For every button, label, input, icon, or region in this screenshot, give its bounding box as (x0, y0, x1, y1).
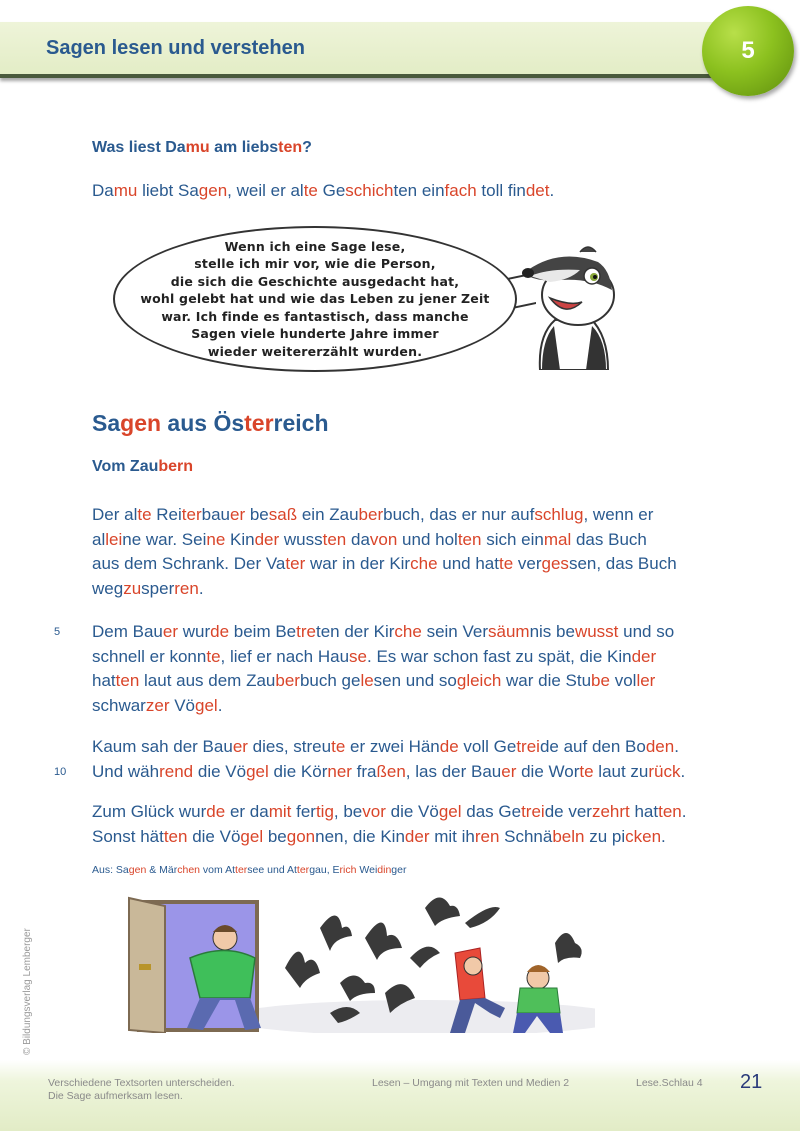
syllable-blue: aus Ös (161, 410, 245, 436)
syllable-red: de (210, 622, 230, 641)
syllable-red: gon (286, 826, 316, 846)
syllable-blue: de auf den Bo (539, 737, 646, 756)
speech-bubble (113, 226, 517, 372)
syllable-blue: reich (273, 410, 329, 436)
story-title (92, 458, 193, 476)
syllable-blue: Wei (356, 864, 378, 876)
story-line (92, 503, 677, 528)
bubble-line: wieder weitererzählt wurden. (207, 343, 423, 359)
syllable-blue: das Buch (571, 529, 647, 549)
syllable-red: gen (120, 410, 162, 436)
syllable-blue: die Vö (187, 826, 241, 846)
syllable-blue: er zwei Hän (345, 737, 440, 756)
section-title (92, 410, 329, 437)
syllable-red: ten (278, 139, 303, 156)
syllable-red: le (360, 671, 374, 690)
bubble-line: war. Ich finde es fantastisch, dass manche (161, 308, 469, 324)
story-line (92, 577, 677, 602)
syllable-red: ten (658, 802, 682, 821)
syllable-blue: und so (618, 622, 675, 641)
syllable-red: schlug (534, 505, 584, 524)
page-header-title: Sagen lesen und verstehen (46, 37, 305, 59)
syllable-blue: schnell er konn (92, 646, 207, 666)
syllable-red: se (349, 646, 368, 666)
syllable-blue: al (92, 529, 106, 549)
syllable-red: ter (244, 410, 274, 436)
syllable-red: chen (177, 864, 201, 876)
syllable-red: säum (488, 622, 530, 641)
syllable-blue: nis be (529, 622, 575, 641)
syllable-blue: das Ge (461, 802, 522, 821)
syllable-red: rend (159, 761, 194, 781)
syllable-red: beln (552, 826, 585, 846)
syllable-blue: Ge (317, 181, 346, 200)
syllable-red: ber (358, 505, 384, 524)
syllable-blue: . (674, 737, 679, 756)
syllable-blue: mit ih (429, 826, 475, 846)
syllable-blue: sich ein (481, 529, 544, 549)
syllable-red: ten (322, 529, 347, 549)
syllable-blue: be (263, 826, 287, 846)
syllable-red: te (303, 181, 318, 200)
syllable-red: ter (296, 864, 310, 876)
speech-bubble-text (140, 238, 489, 361)
story-line (92, 669, 674, 694)
answer-text (92, 181, 554, 201)
syllable-red: den (645, 737, 675, 756)
syllable-red: mu (185, 139, 210, 156)
syllable-blue: hat (629, 802, 659, 821)
syllable-red: der (631, 646, 657, 666)
bubble-line: stelle ich mir vor, wie die Person, (194, 256, 436, 272)
syllable-blue: , wenn er (583, 505, 654, 524)
syllable-red: er (232, 737, 248, 756)
story-line (92, 552, 677, 577)
chapter-number: 5 (741, 37, 755, 64)
syllable-red: fach (444, 181, 477, 200)
syllable-red: gel (438, 802, 462, 821)
syllable-blue: buch ge (299, 671, 361, 690)
syllable-red: ler (636, 671, 656, 690)
syllable-blue: war die Stu (501, 671, 592, 690)
syllable-blue: . (680, 761, 686, 781)
syllable-blue: zu pi (584, 826, 626, 846)
story-paragraph (92, 620, 674, 718)
syllable-blue: und hol (397, 529, 458, 549)
syllable-blue: . Es war schon fast zu spät, die Kin (367, 646, 632, 666)
line-number: 10 (54, 765, 67, 778)
syllable-red: ren (174, 578, 199, 598)
syllable-red: rück (648, 761, 681, 781)
syllable-red: ten (163, 826, 188, 846)
syllable-blue: vol (609, 671, 637, 690)
syllable-red: mu (113, 181, 138, 200)
footer-competence-area: Lesen – Umgang mit Texten und Medien 2 (372, 1077, 570, 1089)
syllable-red: gel (246, 761, 269, 781)
syllable-red: che (394, 622, 422, 641)
syllable-red: gel (240, 826, 264, 846)
syllable-blue: voll Ge (458, 737, 517, 756)
syllable-blue: war in der Kir (305, 554, 411, 573)
syllable-red: mal (543, 529, 572, 549)
syllable-blue: beim Be (229, 622, 297, 641)
syllable-blue: , las der Bau (405, 761, 502, 781)
story-line (92, 735, 685, 760)
syllable-red: vor (362, 802, 386, 821)
syllable-red: zu (123, 578, 142, 598)
syllable-red: de (439, 737, 459, 756)
syllable-blue: sein Ver (421, 622, 488, 641)
syllable-blue: Sa (92, 410, 121, 436)
syllable-red: er (230, 505, 246, 524)
syllable-blue: aus dem Schrank. Der Va (92, 554, 286, 573)
syllable-red: din (377, 864, 392, 876)
story-line (92, 825, 686, 850)
syllable-blue: buch, das er nur auf (383, 505, 535, 524)
story-line (92, 620, 674, 645)
chapter-badge (702, 6, 794, 96)
syllable-red: er (501, 761, 517, 781)
syllable-red: ten (115, 671, 140, 690)
syllable-blue: , weil er al (227, 181, 304, 200)
syllable-blue: . (198, 578, 204, 598)
syllable-blue: ten ein (393, 181, 445, 200)
syllable-blue: fer (291, 802, 316, 821)
syllable-blue: schwar (92, 695, 146, 715)
syllable-red: te (331, 737, 346, 756)
syllable-blue: ger (391, 864, 407, 876)
syllable-blue: Schnä (499, 826, 553, 846)
syllable-blue: sper (141, 578, 175, 598)
syllable-red: der (254, 529, 280, 549)
syllable-red: gel (195, 695, 218, 715)
syllable-blue: laut aus dem Zau (139, 671, 276, 690)
footer-series-name: Lese.Schlau 4 (636, 1077, 703, 1089)
syllable-blue: ten der Kir (315, 622, 395, 641)
syllable-blue: Sonst hät (92, 826, 164, 846)
syllable-blue: wuss (279, 529, 323, 549)
syllable-blue: nen, die Kin (315, 826, 405, 846)
badger-icon (520, 240, 615, 370)
story-paragraph (92, 735, 685, 784)
footer-goal-2: Die Sage aufmerksam lesen. (48, 1090, 183, 1102)
syllable-blue: Kaum sah der Bau (92, 737, 233, 756)
story-line (92, 800, 686, 825)
syllable-red: bern (158, 458, 194, 475)
syllable-red: tig (315, 802, 334, 821)
footer-learning-goals (48, 1077, 235, 1103)
syllable-blue: bau (201, 505, 230, 524)
syllable-red: gen (128, 864, 147, 876)
story-illustration (125, 888, 595, 1033)
syllable-blue: die Vö (193, 761, 247, 781)
story-line (92, 694, 674, 719)
syllable-red: wusst (574, 622, 619, 641)
syllable-red: saß (268, 505, 298, 524)
bubble-line: wohl gelebt hat und wie das Leben zu jener Zeit (140, 291, 490, 307)
syllable-blue: dies, streu (247, 737, 332, 756)
syllable-blue: fra (351, 761, 377, 781)
syllable-blue: sen und so (373, 671, 457, 690)
story-paragraph (92, 800, 686, 849)
syllable-red: er (162, 622, 178, 641)
syllable-blue: und hat (437, 554, 499, 573)
syllable-blue: ein Zau (297, 505, 359, 524)
syllable-blue: Vö (169, 695, 196, 715)
syllable-blue: . (661, 826, 666, 846)
syllable-red: zer (145, 695, 170, 715)
syllable-red: von (369, 529, 398, 549)
syllable-blue: & Mär (146, 864, 178, 876)
syllable-red: zehrt (591, 802, 630, 821)
syllable-red: tre (296, 622, 316, 641)
syllable-blue: Kin (225, 529, 255, 549)
copyright-notice: © Bildungsverlag Lemberger (22, 928, 33, 1055)
syllable-red: ber (275, 671, 300, 690)
syllable-blue: am liebs (209, 139, 279, 156)
syllable-red: trei (516, 737, 540, 756)
syllable-red: ter (285, 554, 306, 573)
syllable-red: de (206, 802, 226, 821)
syllable-blue: Dem Bau (92, 622, 163, 641)
syllable-red: ges (541, 554, 569, 573)
story-line (92, 528, 677, 553)
syllable-red: cken (625, 826, 662, 846)
bubble-line: Sagen viele hunderte Jahre immer (191, 326, 439, 342)
syllable-red: trei (521, 802, 545, 821)
syllable-blue: Da (92, 181, 114, 200)
syllable-blue: see und At (247, 864, 297, 876)
syllable-blue: Rei (151, 505, 182, 524)
syllable-blue: , be (333, 802, 363, 821)
syllable-blue: de ver (544, 802, 592, 821)
syllable-blue: wur (178, 622, 211, 641)
syllable-blue: ? (302, 139, 312, 156)
syllable-red: be (591, 671, 610, 690)
question-heading (92, 139, 312, 157)
syllable-red: ne (206, 529, 226, 549)
syllable-blue: vom At (200, 864, 236, 876)
syllable-red: gleich (456, 671, 502, 690)
syllable-red: ßen (376, 761, 406, 781)
syllable-blue: die Vö (385, 802, 439, 821)
story-line (92, 760, 685, 785)
syllable-red: te (137, 505, 152, 524)
line-number: 5 (54, 626, 61, 638)
syllable-blue: . (549, 181, 555, 200)
source-citation (92, 864, 406, 876)
syllable-red: che (410, 554, 438, 573)
syllable-blue: be (245, 505, 269, 524)
syllable-blue: laut zu (593, 761, 649, 781)
syllable-blue: Zum Glück wur (92, 802, 207, 821)
syllable-blue: Vom Zau (92, 458, 159, 475)
syllable-red: mit (268, 802, 292, 821)
syllable-red: ter (235, 864, 248, 876)
syllable-red: ter (181, 505, 202, 524)
syllable-blue: Der al (92, 505, 138, 524)
syllable-red: te (498, 554, 514, 573)
syllable-red: ner (327, 761, 352, 781)
story-line (92, 645, 674, 670)
syllable-blue: , lief er nach Hau (220, 646, 350, 666)
syllable-red: der (404, 826, 430, 846)
syllable-red: te (579, 761, 594, 781)
syllable-red: det (525, 181, 550, 200)
syllable-red: ren (474, 826, 500, 846)
syllable-red: schich (345, 181, 394, 200)
syllable-blue: die Kör (268, 761, 328, 781)
page-number: 21 (740, 1071, 763, 1093)
syllable-blue: Was liest Da (92, 139, 186, 156)
syllable-blue: da (346, 529, 370, 549)
bubble-line: die sich die Geschichte ausgedacht hat, (170, 273, 460, 289)
syllable-red: te (206, 646, 221, 666)
syllable-blue: Aus: Sa (92, 864, 129, 876)
syllable-blue: . (217, 695, 223, 715)
syllable-red: lei (105, 529, 123, 549)
bubble-line: Wenn ich eine Sage lese, (224, 238, 406, 254)
syllable-blue: sen, das Buch (568, 554, 677, 573)
syllable-blue: gau, E (309, 864, 340, 876)
syllable-blue: Und wäh (92, 761, 160, 781)
story-paragraph (92, 503, 677, 601)
syllable-blue: toll fin (476, 181, 526, 200)
syllable-blue: . (681, 802, 687, 821)
syllable-blue: hat (92, 671, 116, 690)
syllable-blue: die Wor (516, 761, 580, 781)
syllable-blue: ver (513, 554, 542, 573)
syllable-red: gen (198, 181, 228, 200)
syllable-blue: liebt Sa (137, 181, 199, 200)
syllable-red: rich (339, 864, 357, 876)
syllable-blue: er da (225, 802, 269, 821)
syllable-red: ten (457, 529, 482, 549)
syllable-blue: weg (92, 578, 124, 598)
footer-goal-1: Verschiedene Textsorten unterscheiden. (48, 1077, 235, 1089)
syllable-blue: ne war. Sei (122, 529, 207, 549)
